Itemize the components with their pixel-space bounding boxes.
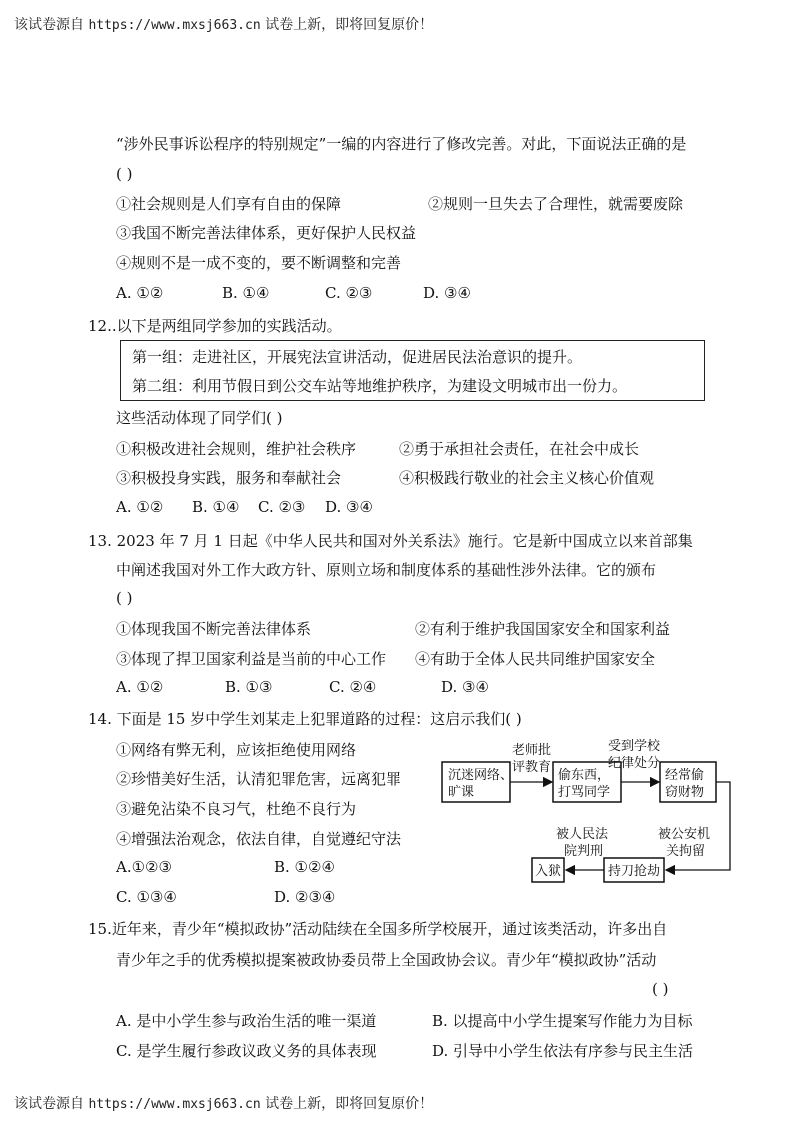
q11-option-c: C. ②③ [325,284,373,302]
q12-option-b: B. ①④ [192,498,240,516]
watermark-suffix: 试卷上新，即将回复原价！ [265,17,434,33]
q13-answer-paren: ( ) [116,589,133,607]
q13-option-d: D. ③④ [441,678,489,696]
q13-statement-2: ②有利于维护我国国家安全和国家利益 [415,620,671,638]
q12-statement-3: ③积极投身实践，服务和奉献社会 [116,469,342,487]
q14-option-a: A.①②③ [116,858,172,876]
q13-option-a: A. ①② [116,678,164,696]
q13-statement-1: ①体现我国不断完善法律体系 [116,620,312,638]
q14-statement-1: ①网络有弊无利，应该拒绝使用网络 [116,741,357,759]
q12-statement-4: ④积极践行敬业的社会主义核心价值观 [399,469,655,487]
q13-option-b: B. ①③ [225,678,273,696]
q13-stem-line-1: 13. 2023 年 7 月 1 日起《中华人民共和国对外关系法》施行。它是新中国成立以来首部集 [88,532,693,550]
q14-statement-4: ④增强法治观念，依法自律，自觉遵纪守法 [116,830,402,848]
q13-statement-3: ③体现了捍卫国家利益是当前的中心工作 [116,650,387,668]
footer-watermark-url[interactable]: https://www.mxsj663.cn [88,1097,261,1112]
q11-statement-1: ①社会规则是人们享有自由的保障 [116,195,342,213]
flow-box-stealing-text-1: 偷东西， [558,768,611,783]
flow-box-addiction-text-2: 旷课 [448,785,475,800]
flow-label-punishment-1: 受到学校 [608,739,661,754]
q11-statement-4: ④规则不是一成不变的，要不断调整和完善 [116,254,402,272]
flow-label-sentence-1: 被人民法 [556,827,609,842]
flow-box-robbery-text: 持刀抢劫 [608,864,661,879]
q14-statement-2: ②珍惜美好生活，认清犯罪危害，远离犯罪 [116,770,402,788]
q15-option-b: B. 以提高中小学生提案写作能力为目标 [432,1012,693,1030]
q15-stem-line-2: 青少年之手的优秀模拟提案被政协委员带上全国政协会议。青少年“模拟政协”活动 [116,951,657,969]
header-watermark [14,14,433,34]
footer-watermark [14,1093,433,1113]
q11-option-b: B. ①④ [222,284,270,302]
flow-box-theft-text-1: 经常偷 [665,768,705,783]
q15-stem-line-1: 15.近年来，青少年“模拟政协”活动陆续在全国多所学校展开，通过该类活动，许多出自 [88,920,668,938]
q12-ask: 这些活动体现了同学们( ) [116,409,283,427]
q15-option-a: A. 是中小学生参与政治生活的唯一渠道 [116,1012,377,1030]
q14-option-c: C. ①③④ [116,888,177,906]
watermark-url[interactable]: https://www.mxsj663.cn [88,18,261,33]
q15-option-c: C. 是学生履行参政议政义务的具体表现 [116,1042,377,1060]
q14-option-d: D. ②③④ [274,888,336,906]
q14-statement-3: ③避免沾染不良习气，杜绝不良行为 [116,800,357,818]
q15-answer-paren: ( ) [652,980,669,998]
flow-label-criticism-2: 评教育 [512,760,552,775]
watermark-prefix: 该试卷源自 [14,17,84,33]
flow-box-stealing-text-2: 打骂同学 [558,785,611,800]
q12-option-c: C. ②③ [258,498,306,516]
q11-statement-3: ③我国不断完善法律体系，更好保护人民权益 [116,224,417,242]
q14-flow-diagram [440,738,740,890]
q11-stem: “涉外民事诉讼程序的特别规定”一编的内容进行了修改完善。对此，下面说法正确的是 [116,135,687,153]
q12-group-1: 第一组：走进社区，开展宪法宣讲活动，促进居民法治意识的提升。 [132,348,583,366]
flow-box-addiction-text-1: 沉迷网络、 [448,768,514,783]
flow-label-punishment-2: 纪律处分 [608,756,661,771]
q12-statement-2: ②勇于承担社会责任，在社会中成长 [399,440,640,458]
q11-option-a: A. ①② [116,284,164,302]
footer-watermark-suffix: 试卷上新，即将回复原价！ [265,1096,434,1112]
q11-answer-paren: ( ) [116,165,133,183]
flow-box-theft-text-2: 窃财物 [665,785,705,800]
q13-statement-4: ④有助于全体人民共同维护国家安全 [415,650,656,668]
q11-option-d: D. ③④ [423,284,471,302]
flow-label-detention-1: 被公安机 [658,827,711,842]
q12-option-a: A. ①② [116,498,164,516]
q11-statement-2: ②规则一旦失去了合理性，就需要废除 [428,195,684,213]
q13-option-c: C. ②④ [329,678,377,696]
q13-stem-line-2: 中阐述我国对外工作大政方针、原则立场和制度体系的基础性涉外法律。它的颁布 [116,561,657,579]
q12-group-2: 第二组：利用节假日到公交车站等地维护秩序，为建设文明城市出一份力。 [132,377,628,395]
footer-watermark-prefix: 该试卷源自 [14,1096,84,1112]
q12-option-d: D. ③④ [325,498,373,516]
flow-label-criticism-1: 老师批 [512,743,552,758]
q15-option-d: D. 引导中小学生依法有序参与民主生活 [432,1042,694,1060]
q12-stem: 12..以下是两组同学参加的实践活动。 [88,317,342,335]
flow-box-prison-text: 入狱 [535,864,562,879]
flow-label-sentence-2: 院判刑 [564,844,604,859]
flow-label-detention-2: 关拘留 [666,844,706,859]
q14-option-b: B. ①②④ [274,858,335,876]
q14-stem: 14. 下面是 15 岁中学生刘某走上犯罪道路的过程：这启示我们( ) [88,710,522,728]
q12-statement-1: ①积极改进社会规则，维护社会秩序 [116,440,357,458]
